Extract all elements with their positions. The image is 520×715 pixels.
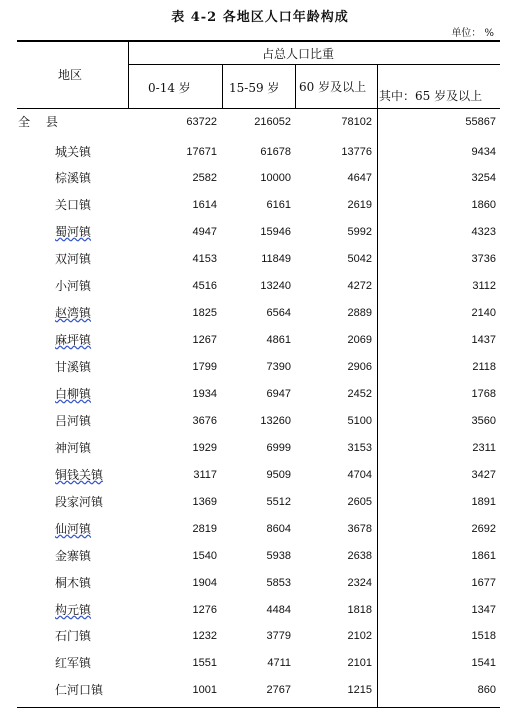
value-60-plus: 5100 (347, 415, 372, 427)
value-15-59: 10000 (260, 172, 291, 184)
value-65-plus: 1518 (471, 630, 496, 642)
vline-col3 (295, 64, 296, 108)
value-0-14: 1614 (192, 199, 217, 211)
value-0-14: 1551 (192, 657, 217, 669)
value-65-plus: 860 (477, 684, 496, 696)
value-0-14: 2582 (192, 172, 217, 184)
value-15-59: 15946 (260, 226, 291, 238)
region-name: 神河镇 (55, 441, 92, 455)
value-60-plus: 5992 (347, 226, 372, 238)
value-15-59: 4711 (267, 657, 291, 669)
table-row (0, 251, 520, 277)
value-0-14: 1799 (192, 361, 217, 373)
value-65-plus: 3254 (471, 172, 496, 184)
table-row (0, 440, 520, 466)
value-0-14: 3117 (193, 469, 217, 481)
value-60-plus: 3678 (347, 523, 372, 535)
value-15-59: 13260 (260, 415, 291, 427)
value-15-59: 4484 (266, 604, 291, 616)
value-0-14: 1904 (192, 577, 217, 589)
value-60-plus: 2102 (347, 630, 372, 642)
region-name: 白柳镇 (55, 387, 92, 401)
value-65-plus: 1768 (471, 388, 496, 400)
value-0-14: 1369 (192, 496, 217, 508)
value-0-14: 4153 (192, 253, 217, 265)
value-60-plus: 2889 (347, 307, 372, 319)
value-65-plus: 3560 (471, 415, 496, 427)
region-name: 石门镇 (55, 629, 92, 643)
value-65-plus: 55867 (465, 116, 496, 128)
region-name: 甘溪镇 (55, 360, 92, 374)
region-name: 吕河镇 (55, 414, 92, 428)
header-col-15-59: 15-59 岁 (229, 81, 280, 95)
value-65-plus: 9434 (471, 146, 496, 158)
region-name: 关口镇 (55, 198, 92, 212)
value-60-plus: 4647 (347, 172, 372, 184)
header-region: 地区 (58, 68, 83, 82)
value-15-59: 5938 (266, 550, 291, 562)
value-0-14: 17671 (186, 146, 217, 158)
table-title: 表 4-2 各地区人口年龄构成 (171, 10, 349, 25)
value-60-plus: 2638 (347, 550, 372, 562)
value-0-14: 4947 (192, 226, 217, 238)
value-65-plus: 2692 (471, 523, 496, 535)
value-65-plus: 4323 (471, 226, 496, 238)
table-row (0, 628, 520, 654)
vline-col2 (222, 64, 223, 108)
value-60-plus: 1215 (347, 684, 372, 696)
table-row (0, 359, 520, 385)
value-0-14: 1825 (192, 307, 217, 319)
table-row (0, 602, 520, 628)
region-name: 棕溪镇 (55, 171, 92, 185)
value-15-59: 6999 (266, 442, 291, 454)
table-row (0, 521, 520, 547)
region-name: 蜀河镇 (55, 225, 92, 239)
value-65-plus: 3427 (471, 469, 496, 481)
value-65-plus: 1861 (471, 550, 496, 562)
value-0-14: 2819 (192, 523, 217, 535)
value-15-59: 5512 (266, 496, 291, 508)
table-row (0, 575, 520, 601)
group-rule (128, 64, 500, 65)
region-name: 桐木镇 (55, 576, 92, 590)
region-name: 红军镇 (55, 656, 92, 670)
value-0-14: 1934 (192, 388, 217, 400)
value-65-plus: 1347 (471, 604, 496, 616)
value-15-59: 6947 (266, 388, 291, 400)
value-15-59: 13240 (260, 280, 291, 292)
value-15-59: 61678 (260, 146, 291, 158)
value-15-59: 216052 (254, 116, 291, 128)
table-row (0, 682, 520, 708)
table-row (0, 386, 520, 412)
value-65-plus: 1437 (471, 334, 496, 346)
value-0-14: 1276 (192, 604, 217, 616)
header-col-60-plus: 60 岁及以上 (299, 80, 367, 94)
value-60-plus: 2452 (347, 388, 372, 400)
value-65-plus: 2118 (472, 361, 496, 373)
value-60-plus: 4704 (347, 469, 372, 481)
value-0-14: 1001 (192, 684, 217, 696)
table-row (0, 494, 520, 520)
region-name: 仙河镇 (55, 522, 92, 536)
value-15-59: 6161 (266, 199, 291, 211)
table-row (0, 224, 520, 250)
region-name: 仁河口镇 (55, 683, 104, 697)
table-row (0, 144, 520, 170)
value-60-plus: 2906 (347, 361, 372, 373)
value-60-plus: 2324 (347, 577, 372, 589)
value-65-plus: 1891 (471, 496, 496, 508)
table-row (0, 413, 520, 439)
value-0-14: 1929 (192, 442, 217, 454)
value-15-59: 3779 (266, 630, 291, 642)
value-0-14: 1267 (192, 334, 217, 346)
value-60-plus: 5042 (347, 253, 372, 265)
value-65-plus: 2140 (471, 307, 496, 319)
value-0-14: 3676 (192, 415, 217, 427)
table-row (0, 305, 520, 331)
region-name: 构元镇 (55, 603, 92, 617)
value-60-plus: 1818 (347, 604, 372, 616)
region-name: 全 县 (18, 115, 64, 129)
value-60-plus: 2605 (347, 496, 372, 508)
region-name: 麻坪镇 (55, 333, 92, 347)
value-15-59: 7390 (266, 361, 291, 373)
table-row (0, 170, 520, 196)
value-65-plus: 3736 (471, 253, 496, 265)
header-col-65-plus: 其中：65 岁及以上 (379, 89, 483, 103)
value-60-plus: 2619 (347, 199, 372, 211)
region-name: 小河镇 (55, 279, 92, 293)
header-bottom-rule (17, 108, 500, 109)
region-name: 段家河镇 (55, 495, 104, 509)
value-15-59: 9509 (266, 469, 291, 481)
value-60-plus: 3153 (347, 442, 372, 454)
region-name: 铜钱关镇 (55, 468, 104, 482)
value-65-plus: 1860 (471, 199, 496, 211)
value-65-plus: 2311 (472, 442, 496, 454)
table-row (0, 655, 520, 681)
value-0-14: 4516 (192, 280, 217, 292)
region-name: 城关镇 (55, 145, 92, 159)
value-0-14: 1232 (192, 630, 217, 642)
value-15-59: 5853 (266, 577, 291, 589)
value-60-plus: 4272 (347, 280, 372, 292)
top-rule (17, 40, 500, 42)
value-15-59: 8604 (266, 523, 291, 535)
value-0-14: 63722 (186, 116, 217, 128)
table-row (0, 278, 520, 304)
table-row (0, 548, 520, 574)
value-0-14: 1540 (192, 550, 217, 562)
value-15-59: 6564 (266, 307, 291, 319)
table-row (0, 467, 520, 493)
value-15-59: 4861 (266, 334, 291, 346)
table-row (0, 332, 520, 358)
vline-region (128, 40, 129, 108)
region-name: 金寨镇 (55, 549, 92, 563)
region-name: 赵湾镇 (55, 306, 92, 320)
value-60-plus: 2101 (347, 657, 372, 669)
value-60-plus: 78102 (341, 116, 372, 128)
value-65-plus: 1541 (471, 657, 496, 669)
table-row (0, 197, 520, 223)
value-15-59: 11849 (261, 253, 291, 265)
value-65-plus: 3112 (472, 280, 496, 292)
region-name: 双河镇 (55, 252, 92, 266)
unit-label: 单位： % (451, 28, 494, 39)
value-60-plus: 13776 (341, 146, 372, 158)
header-col-0-14: 0-14 岁 (148, 81, 191, 95)
value-65-plus: 1677 (471, 577, 496, 589)
header-group: 占总人口比重 (262, 47, 335, 61)
table-row (0, 114, 520, 140)
value-60-plus: 2069 (347, 334, 372, 346)
value-15-59: 2767 (266, 684, 291, 696)
